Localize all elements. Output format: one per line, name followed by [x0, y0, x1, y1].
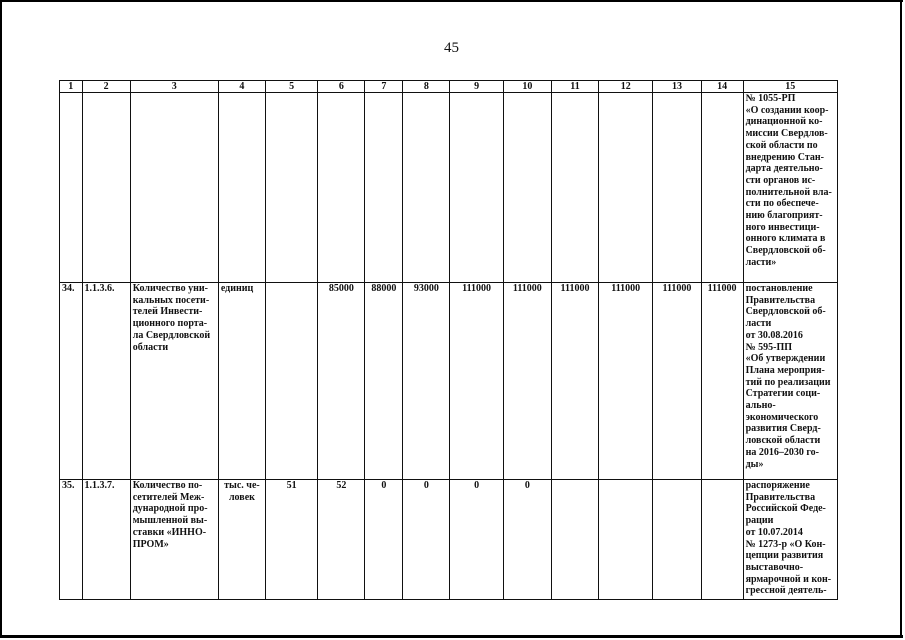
value-cell: 0	[365, 480, 403, 600]
value-cell	[599, 93, 653, 283]
indicator-name-cell: Количество уни- кальных посети- телей Инвести- ционного порта- ла Свердловской области	[130, 283, 218, 480]
value-cell: 111000	[450, 283, 503, 480]
value-cell	[701, 480, 743, 600]
value-cell: 111000	[503, 283, 551, 480]
value-cell: 111000	[551, 283, 598, 480]
value-cell	[701, 93, 743, 283]
value-cell	[365, 93, 403, 283]
row-number-cell: 35.	[60, 480, 83, 600]
value-cell	[266, 93, 318, 283]
unit-cell	[218, 93, 265, 283]
column-header: 14	[701, 81, 743, 93]
value-cell	[403, 93, 450, 283]
value-cell: 0	[450, 480, 503, 600]
value-cell: 51	[266, 480, 318, 600]
value-cell	[653, 480, 701, 600]
page-border-right	[900, 0, 902, 637]
column-header: 8	[403, 81, 450, 93]
page-border-top	[0, 0, 903, 2]
column-header: 5	[266, 81, 318, 93]
page-border-left	[0, 0, 2, 637]
value-cell	[503, 93, 551, 283]
indicator-name-cell: Количество по- сетителей Меж- дународной про- мышленной вы- ставки «ИННО- ПРОМ»	[130, 480, 218, 600]
value-cell: 0	[403, 480, 450, 600]
value-cell: 111000	[599, 283, 653, 480]
unit-cell: тыс. че- ловек	[218, 480, 265, 600]
value-cell: 85000	[318, 283, 365, 480]
column-header: 2	[82, 81, 130, 93]
value-cell	[266, 283, 318, 480]
value-cell	[653, 93, 701, 283]
value-cell	[450, 93, 503, 283]
value-cell: 88000	[365, 283, 403, 480]
indicators-table	[59, 80, 838, 600]
code-cell	[82, 93, 130, 283]
column-header: 11	[551, 81, 598, 93]
page-border-bottom	[0, 635, 903, 638]
row-number-cell: 34.	[60, 283, 83, 480]
value-cell	[318, 93, 365, 283]
value-cell: 111000	[701, 283, 743, 480]
column-header: 10	[503, 81, 551, 93]
value-cell: 93000	[403, 283, 450, 480]
source-document-cell: № 1055-РП «О создании коор- динационной ко- миссии Свердлов- ской области по внедрению Стан- дарта деятельно- сти органов ис- полнительной вла- сти по обеспече- нию благоприят- ного инвестици- онного климата в Свердловской об- ласти»	[743, 93, 837, 283]
page-number: 45	[444, 40, 459, 56]
value-cell: 52	[318, 480, 365, 600]
table-row	[60, 480, 838, 600]
code-cell: 1.1.3.7.	[82, 480, 130, 600]
unit-cell: единиц	[218, 283, 265, 480]
table-header-row	[60, 81, 838, 93]
column-header: 7	[365, 81, 403, 93]
source-document-cell: постановление Правительства Свердловской об- ласти от 30.08.2016 № 595-ПП «Об утверждении Плана мероприя- тий по реализации Стратегии соци- ально- экономического развития Сверд- ловской области на 2016–2030 го- ды»	[743, 283, 837, 480]
value-cell	[599, 480, 653, 600]
source-document-cell: распоряжение Правительства Российской Феде- рации от 10.07.2014 № 1273-р «О Кон- цепции развития выставочно- ярмарочной и кон- грессной деятель-	[743, 480, 837, 600]
table-row	[60, 93, 838, 283]
row-number-cell	[60, 93, 83, 283]
code-cell: 1.1.3.6.	[82, 283, 130, 480]
table-row	[60, 283, 838, 480]
indicator-name-cell	[130, 93, 218, 283]
column-header: 15	[743, 81, 837, 93]
column-header: 1	[60, 81, 83, 93]
column-header: 4	[218, 81, 265, 93]
column-header: 13	[653, 81, 701, 93]
value-cell: 0	[503, 480, 551, 600]
column-header: 6	[318, 81, 365, 93]
value-cell: 111000	[653, 283, 701, 480]
column-header: 9	[450, 81, 503, 93]
column-header: 12	[599, 81, 653, 93]
value-cell	[551, 93, 598, 283]
column-header: 3	[130, 81, 218, 93]
value-cell	[551, 480, 598, 600]
